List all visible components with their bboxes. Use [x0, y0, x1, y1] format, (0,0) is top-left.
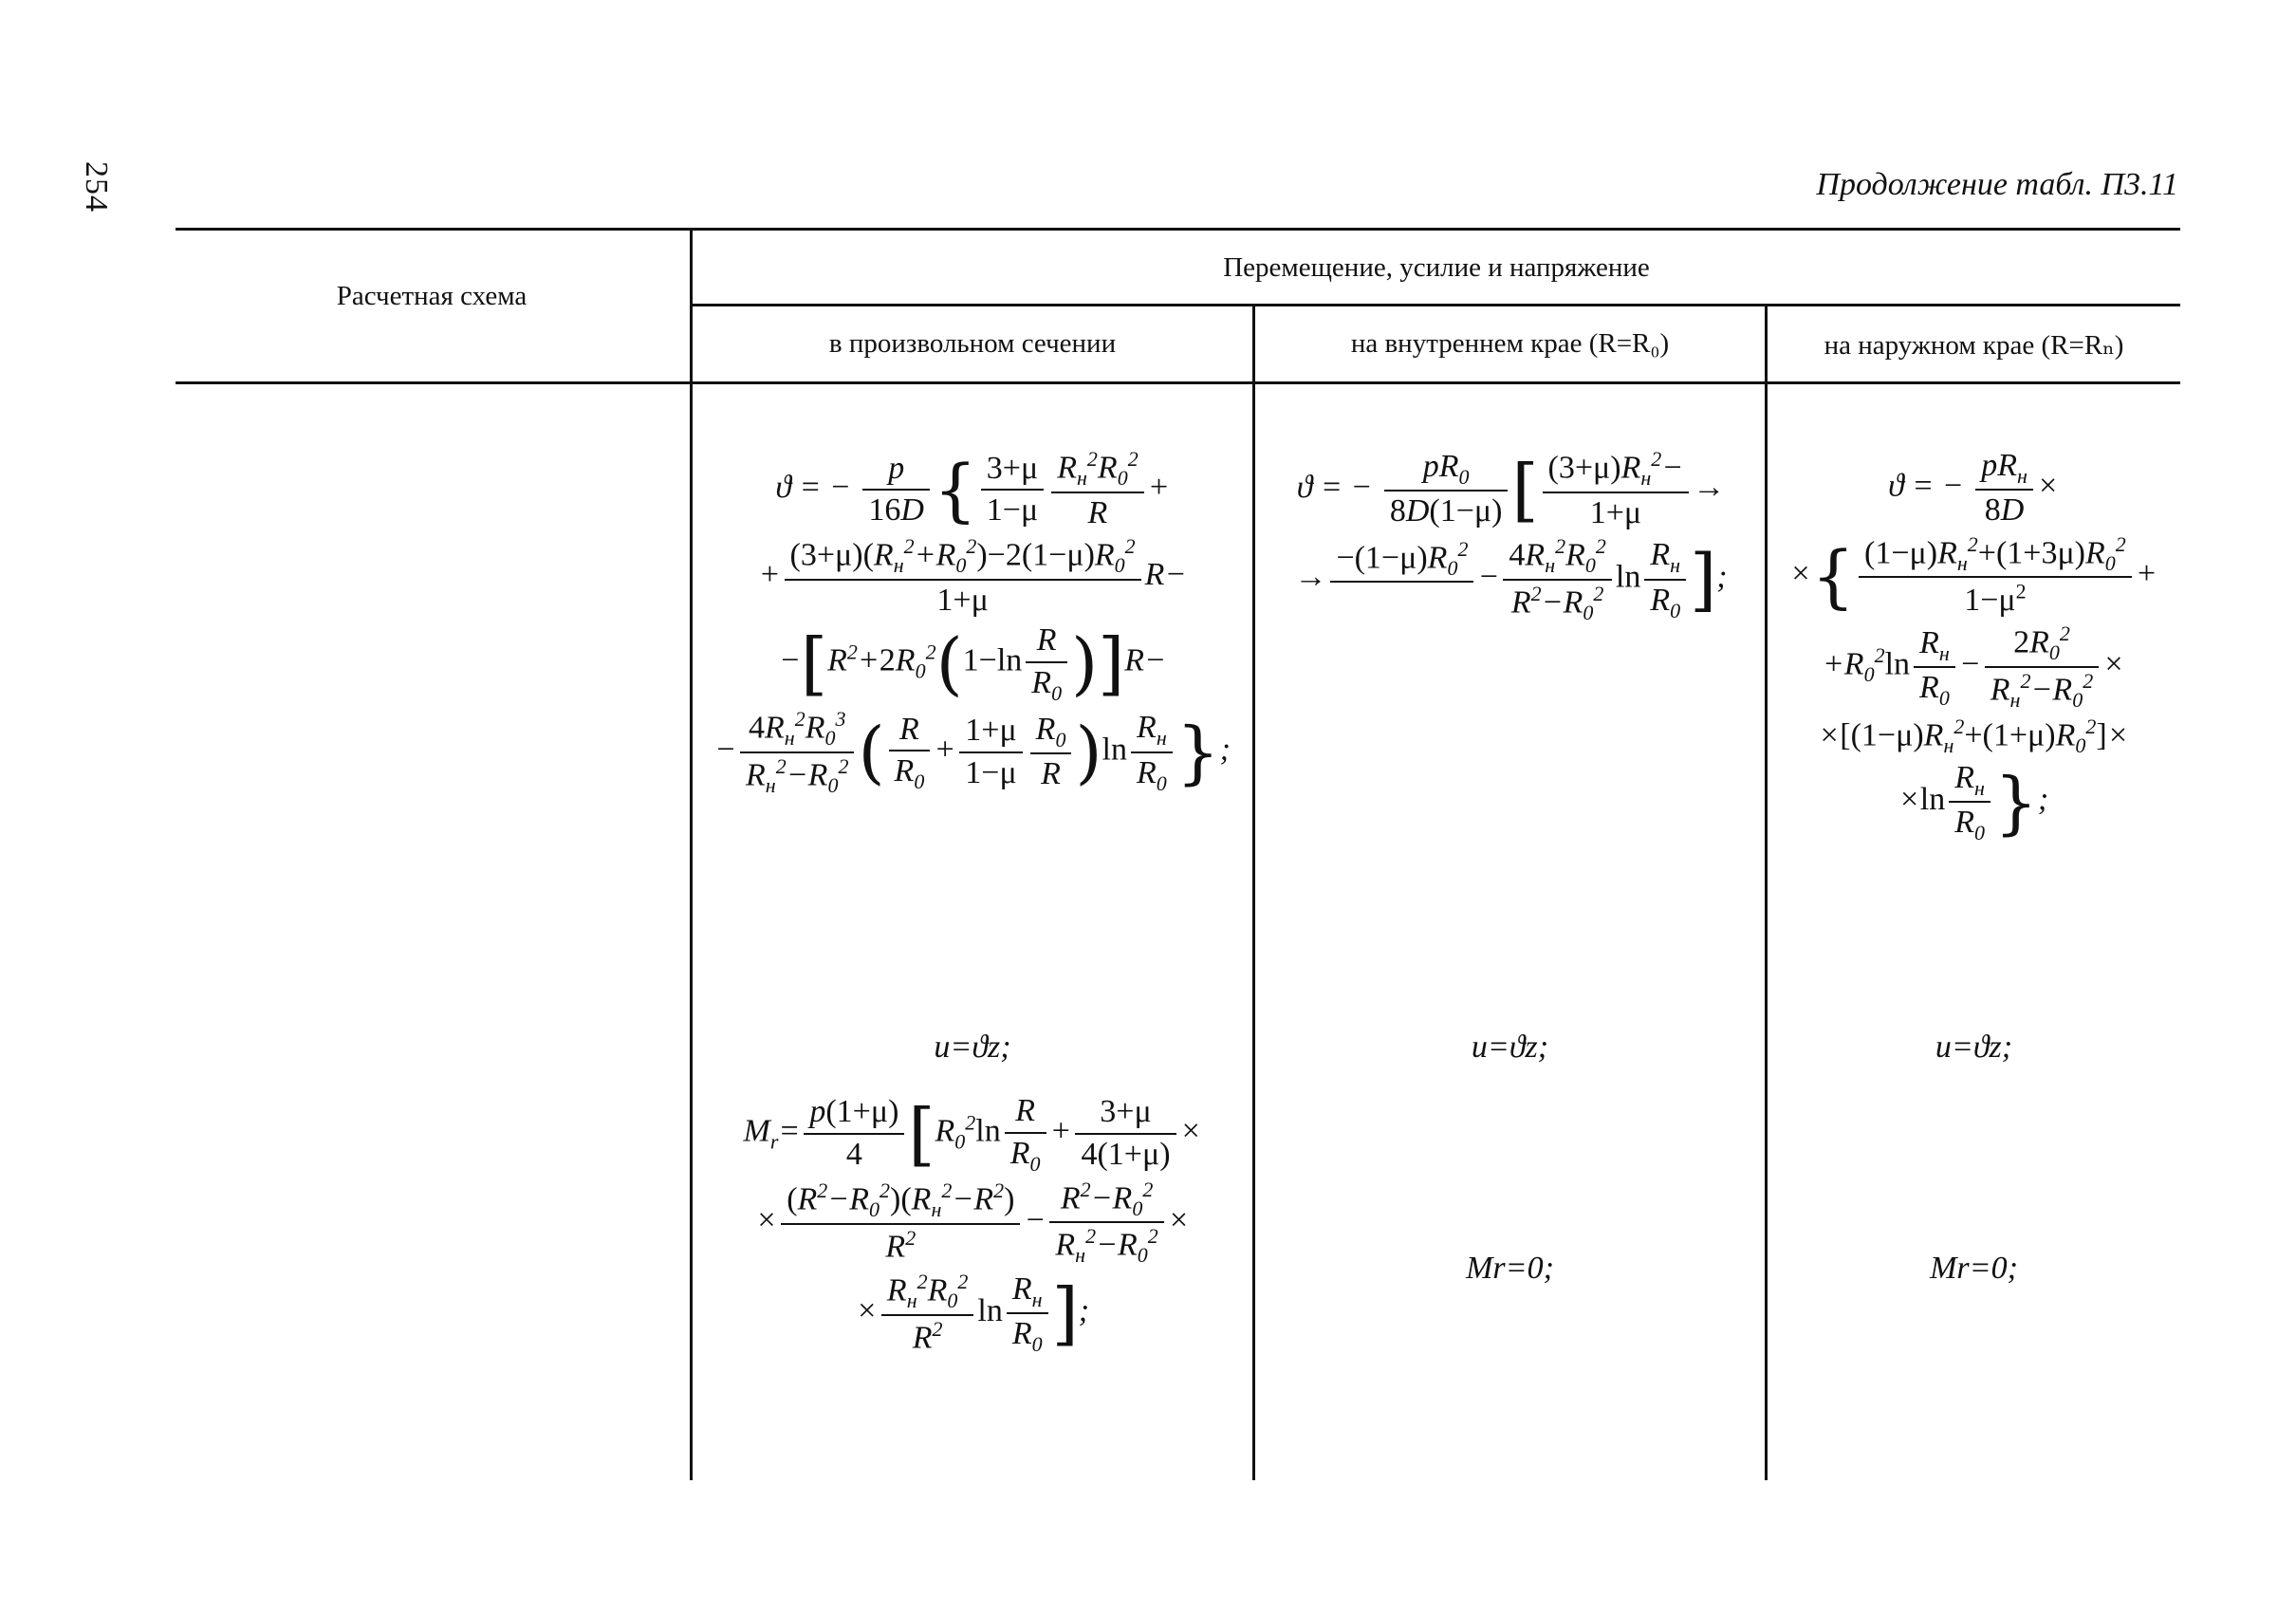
- header-outer-edge: на наружном крае (R=Rₙ): [1824, 330, 2124, 361]
- theta-formula-outer-edge: ϑ = − $\frac{pR_н}{8D}$ × ×{ $\frac{(1-\mu)R_н^2+(1+3\mu)R_0^2}{1-\mu^2}$ + $+R_0^2\ln$ $\frac{R_н}{R_0}$ − $\frac{2R_0^2}{R_н^2-R_0^2}$ × $\times[(1-\mu)R_н^2+(1+\mu)R_0^2]\times$ ×ln $\frac{R_н}{R_0}$ };: [1789, 448, 2157, 845]
- u-formula-arbitrary: u=ϑz;: [934, 1030, 1011, 1065]
- u-formula-inner-edge: u=ϑz;: [1471, 1030, 1549, 1065]
- group-header-rule: [690, 304, 2180, 306]
- table-caption: Продолжение табл. П3.11: [1816, 167, 2178, 202]
- mr-formula-arbitrary: $M_r=$ $\frac{p(1+\mu)}{4}$ [$R_0^2\ln$ $\frac{R}{R_0}$ + $\frac{3+\mu}{4(1+\mu)}$ × × $\frac{(R^2-R_0^2)(R_н^2-R^2)}{R^2}$ − $\frac{R^2-R_0^2}{R_н^2-R_0^2}$ × × $\frac{R_н^2R_0^2}{R^2}$ ln $\frac{R_н}{R_0}$ ];: [743, 1093, 1202, 1357]
- theta-formula-arbitrary: ϑ = − $\frac{p}{16D}$ { $\frac{3+\mu}{1-\mu}$ $\frac{R_н^2R_0^2}{R}$ + + $\frac{(3+\mu)(R_н^2+R_0^2)-2(1-\mu)R_0^2}{1+\mu}$ R− $-[R^2+2R_0^2(1-\ln$ $\frac{R}{R_0}$ )]R− − $\frac{4R_н^2R_0^3}{R_н^2-R_0^2}$ ( $\frac{R}{R_0}$ + $\frac{1+\mu}{1-\mu}$ $\frac{R_0}{R}$ )ln $\frac{R_н}{R_0}$ };: [714, 447, 1231, 797]
- table-top-rule: [176, 228, 2180, 231]
- header-bottom-rule: [176, 381, 2180, 384]
- u-formula-outer-edge: u=ϑz;: [1935, 1030, 2013, 1065]
- header-scheme: Расчетная схема: [336, 281, 528, 311]
- page-number: 254: [79, 161, 114, 213]
- mr-formula-outer-edge: Mr=0;: [1930, 1251, 2018, 1286]
- column-divider-outer: [1765, 304, 1768, 1480]
- mr-formula-inner-edge: Mr=0;: [1466, 1251, 1554, 1286]
- header-arbitrary-section: в произвольном сечении: [828, 328, 1117, 359]
- theta-formula-inner-edge: ϑ = − $\frac{pR_0}{8D(1-\mu)}$ [ $\frac{(3+\mu)R_н^2-}{1+\mu}$ → → $-(1-\mu)R_0^2$ − $\frac{4R_н^2R_0^2}{R^2-R_0^2}$ ln $\frac{R_н}{R_0}$ ];: [1294, 447, 1728, 624]
- column-divider-scheme: [690, 228, 693, 1480]
- header-inner-edge: на внутреннем крае (R=R₀): [1350, 328, 1670, 359]
- column-divider-inner: [1252, 304, 1255, 1480]
- header-group: Перемещение, усилие и напряжение: [1223, 252, 1650, 283]
